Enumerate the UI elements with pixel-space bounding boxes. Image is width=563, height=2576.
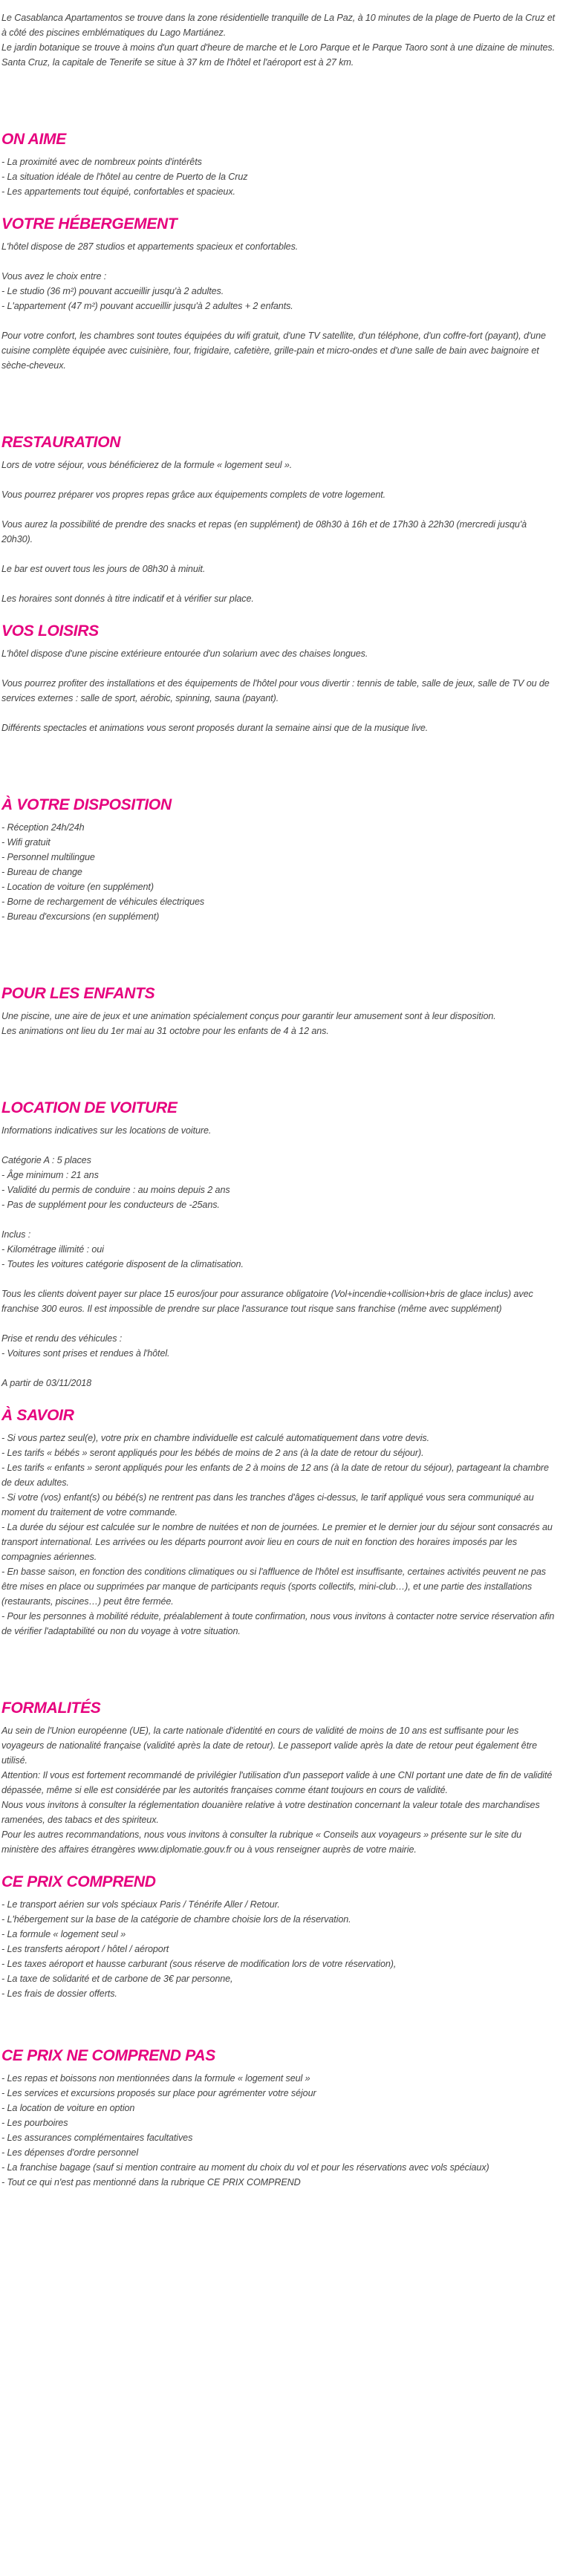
section-line: - La durée du séjour est calculée sur le nombre de nuitées et non de journées. Le premier et le dernier jour du séjour sont consacrés au transport international. Les arrivées ou les départs pourront avoir lieu en cours de nuit en fonction des horaires imposés par les compagnies aériennes. [1, 1522, 553, 1562]
intro-line: Le jardin botanique se trouve à moins d'un quart d'heure de marche et le Loro Parque et le Parque Taoro sont à une dizaine de minutes. Santa Cruz, la capitale de Tenerife se situe à 37 km de l'hôtel et l'aéroport est à 27 km. [1, 42, 555, 68]
section-line: Vous aurez la possibilité de prendre des snacks et repas (en supplément) de 08h30 à 16h et de 17h30 à 22h30 (mercredi jusqu'à 20h30). [1, 519, 527, 544]
section-line: - La formule « logement seul » [1, 1929, 126, 1939]
blank-line [1, 1316, 556, 1331]
section-line: - Les pourboires [1, 2118, 68, 2128]
section-line: - Les assurances complémentaires facultatives [1, 2133, 193, 2143]
section-line: Pour votre confort, les chambres sont toutes équipées du wifi gratuit, d'une TV satellite, d'un téléphone, d'un coffre-fort (payant), d'une cuisine complète équipée avec cuisinière, four, frigidaire, cafetière, grille-pain et micro-ondes et d'une salle de bain avec baignoire et sèche-cheveux. [1, 331, 546, 371]
blank-line [1, 706, 556, 721]
blank-line [1, 313, 556, 328]
section-line: Lors de votre séjour, vous bénéficierez de la formule « logement seul ». [1, 460, 293, 470]
section-line: Le bar est ouvert tous les jours de 08h30 à minuit. [1, 564, 206, 574]
section-line: Attention: Il vous est fortement recommandé de privilégier l'utilisation d'un passeport valide à une CNI portant une date de fin de validité dépassée, même si elle est considérée par les autorités françaises comme étant toujours en cours de validité. [1, 1770, 553, 1795]
section-votre-hebergement [1, 214, 556, 373]
section-line: - Si vous partez seul(e), votre prix en chambre individuelle est calculé automatiquement dans votre devis. [1, 1433, 430, 1443]
blank-line [1, 547, 556, 562]
section-line: Inclus : [1, 1229, 31, 1240]
section-heading: À VOTRE DISPOSITION [1, 796, 172, 813]
section-line: Informations indicatives sur les locations de voiture. [1, 1125, 212, 1136]
section-line: Vous avez le choix entre : [1, 271, 107, 282]
section-heading: CE PRIX COMPREND [1, 1873, 156, 1890]
section-line: - Toutes les voitures catégorie disposent de la climatisation. [1, 1259, 244, 1269]
blank-line [1, 661, 556, 676]
section-heading: À SAVOIR [1, 1407, 74, 1424]
section-line: - Pas de supplément pour les conducteurs de -25ans. [1, 1200, 220, 1210]
section-line: - Les services et excursions proposés sur place pour agrémenter votre séjour [1, 2088, 316, 2098]
section-line: - En basse saison, en fonction des conditions climatiques ou si l'affluence de l'hôtel est insuffisante, certaines activités peuvent ne pas être mises en place ou supprimées par manque de participants requis (sports collectifs, mini-club…), et une partie des installations (restaurants, piscines…) peut être fermée. [1, 1567, 546, 1607]
section-heading: RESTAURATION [1, 434, 121, 451]
blank-line [1, 576, 556, 591]
section-line: - Réception 24h/24h [1, 822, 85, 833]
blank-line [1, 254, 556, 269]
section-line: - Pour les personnes à mobilité réduite, préalablement à toute confirmation, nous vous invitons à contacter notre service réservation afin de vérifier l'adaptabilité ou non du voyage à votre situation. [1, 1611, 555, 1636]
intro-block [1, 10, 556, 70]
section-on-aime [1, 129, 556, 199]
section-vos-loisirs [1, 621, 556, 735]
section-heading: CE PRIX NE COMPREND PAS [1, 2047, 215, 2064]
section-line: - La location de voiture en option [1, 2103, 135, 2113]
section-line: - Bureau de change [1, 867, 82, 877]
section-line: Prise et rendu des véhicules : [1, 1333, 123, 1344]
section-line: - Âge minimum : 21 ans [1, 1170, 99, 1180]
section-line: - Borne de rechargement de véhicules électriques [1, 897, 205, 907]
section-line: L'hôtel dispose d'une piscine extérieure entourée d'un solarium avec des chaises longues. [1, 648, 368, 659]
section-line: - Personnel multilingue [1, 852, 95, 862]
intro-line: Le Casablanca Apartamentos se trouve dans la zone résidentielle tranquille de La Paz, à 10 minutes de la plage de Puerto de la Cruz et à côté des piscines emblématiques du Lago Martiánez. [1, 13, 556, 38]
section-line: Une piscine, une aire de jeux et une animation spécialement conçus pour garantir leur amusement sont à leur disposition. [1, 1011, 496, 1021]
section-heading: VOTRE HÉBERGEMENT [1, 215, 178, 232]
section-line: Au sein de l'Union européenne (UE), la carte nationale d'identité en cours de validité de moins de 10 ans est suffisante pour les voyageurs de nationalité française (validité après la date de retour). Le passeport valide après la date de retour peut également être utilisé. [1, 1726, 537, 1766]
section-heading: VOS LOISIRS [1, 622, 99, 640]
section-line: - La taxe de solidarité et de carbone de 3€ par personne, [1, 1974, 233, 1984]
section-line: - Wifi gratuit [1, 837, 51, 848]
blank-line [1, 1212, 556, 1227]
section-heading: LOCATION DE VOITURE [1, 1099, 178, 1116]
section-ce-prix-ne-comprend-pas [1, 2046, 556, 2190]
blank-line [1, 502, 556, 517]
blank-line [1, 472, 556, 487]
section-line: - L'hébergement sur la base de la catégorie de chambre choisie lors de la réservation. [1, 1914, 351, 1925]
section-line: - Le transport aérien sur vols spéciaux Paris / Ténérife Aller / Retour. [1, 1899, 280, 1910]
section-line: - Validité du permis de conduire : au moins depuis 2 ans [1, 1185, 230, 1195]
sections-container [1, 129, 556, 2190]
section-a-votre-disposition [1, 795, 556, 924]
section-line: - Les tarifs « enfants » seront appliqués pour les enfants de 2 à moins de 12 ans (à la date de retour du séjour), partageant la chambre de deux adultes. [1, 1463, 549, 1488]
section-ce-prix-comprend [1, 1872, 556, 2001]
section-heading: POUR LES ENFANTS [1, 985, 155, 1002]
section-line: Les horaires sont donnés à titre indicatif et à vérifier sur place. [1, 593, 254, 604]
section-line: Catégorie A : 5 places [1, 1155, 91, 1165]
section-line: A partir de 03/11/2018 [1, 1378, 92, 1388]
section-line: - Voitures sont prises et rendues à l'hôtel. [1, 1348, 170, 1359]
section-line: - Les tarifs « bébés » seront appliqués pour les bébés de moins de 2 ans (à la date de retour du séjour). [1, 1448, 424, 1458]
section-line: - Location de voiture (en supplément) [1, 882, 154, 892]
section-line: - Les repas et boissons non mentionnées dans la formule « logement seul » [1, 2073, 310, 2084]
section-line: - Les transferts aéroport / hôtel / aéroport [1, 1944, 169, 1954]
section-line: Différents spectacles et animations vous seront proposés durant la semaine ainsi que de la musique live. [1, 723, 429, 733]
section-heading: FORMALITÉS [1, 1700, 101, 1717]
blank-line [1, 1361, 556, 1376]
section-line: - La proximité avec de nombreux points d'intérêts [1, 157, 202, 167]
section-line: Les animations ont lieu du 1er mai au 31 octobre pour les enfants de 4 à 12 ans. [1, 1026, 329, 1036]
section-line: Tous les clients doivent payer sur place 15 euros/jour pour assurance obligatoire (Vol+incendie+collision+bris de glace inclus) avec franchise 300 euros. Il est impossible de prendre sur place l'assurance tout risque sans franchise (même avec supplément) [1, 1289, 533, 1314]
section-pour-les-enfants [1, 983, 556, 1038]
section-line: - Bureau d'excursions (en supplément) [1, 911, 160, 922]
blank-line [1, 1138, 556, 1153]
section-line: - Les dépenses d'ordre personnel [1, 2147, 139, 2158]
section-restauration [1, 432, 556, 606]
section-line: - Kilométrage illimité : oui [1, 1244, 104, 1255]
section-line: - La situation idéale de l'hôtel au centre de Puerto de la Cruz [1, 172, 248, 182]
section-line: Vous pourrez préparer vos propres repas grâce aux équipements complets de votre logement. [1, 489, 386, 500]
section-line: - Tout ce qui n'est pas mentionné dans la rubrique CE PRIX COMPREND [1, 2177, 301, 2188]
section-formalites [1, 1698, 556, 1857]
section-line: - Les appartements tout équipé, confortables et spacieux. [1, 186, 235, 197]
section-heading: ON AIME [1, 131, 66, 148]
section-line: - Les frais de dossier offerts. [1, 1988, 117, 1999]
section-line: - Les taxes aéroport et hausse carburant (sous réserve de modification lors de votre réservation), [1, 1959, 397, 1969]
section-line: - Le studio (36 m²) pouvant accueillir jusqu'à 2 adultes. [1, 286, 224, 296]
section-line: Pour les autres recommandations, nous vous invitons à consulter la rubrique « Conseils aux voyageurs » présente sur le site du ministère des affaires étrangères www.diplomatie.gouv.fr ou à vous renseigner auprès de votre mairie. [1, 1829, 522, 1855]
section-line: - La franchise bagage (sauf si mention contraire au moment du choix du vol et pour les réservations avec vols spéciaux) [1, 2162, 489, 2173]
section-line: Nous vous invitons à consulter la réglementation douanière relative à votre destination concernant la valeur totale des marchandises ramenées, des tabacs et des spiriteux. [1, 1800, 540, 1825]
section-line: - L'appartement (47 m²) pouvant accueillir jusqu'à 2 adultes + 2 enfants. [1, 301, 293, 311]
section-line: Vous pourrez profiter des installations et des équipements de l'hôtel pour vous divertir : tennis de table, salle de jeux, salle de TV ou de services externes : salle de sport, aérobic, spinning, sauna (payant). [1, 678, 550, 703]
section-line: - Si votre (vos) enfant(s) ou bébé(s) ne rentrent pas dans les tranches d'âges ci-dessus, le tarif appliqué vous sera communiqué au moment du traitement de votre commande. [1, 1492, 534, 1518]
blank-line [1, 1272, 556, 1287]
section-line: L'hôtel dispose de 287 studios et appartements spacieux et confortables. [1, 241, 299, 252]
section-a-savoir [1, 1405, 556, 1639]
section-location-de-voiture [1, 1098, 556, 1391]
